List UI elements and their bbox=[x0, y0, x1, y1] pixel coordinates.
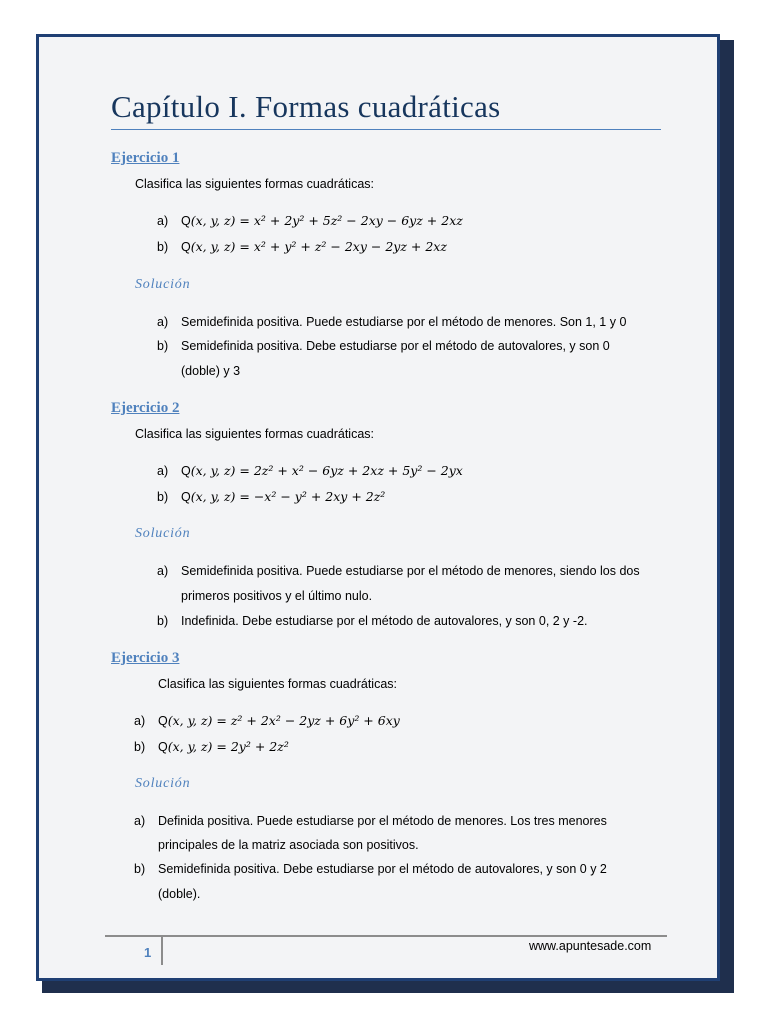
page-title: Capítulo I. Formas cuadráticas bbox=[111, 89, 501, 124]
exercise-2-solution-b-label: b) bbox=[157, 614, 169, 628]
exercise-1-solution-b-line-2: (doble) y 3 bbox=[181, 364, 241, 378]
exercise-3-item-a bbox=[158, 712, 400, 730]
q-letter: Q bbox=[181, 214, 191, 228]
quadratic-form-expression: (x, y, z) = 2z² + x² − 6yz + 2xz + 5y² − 2yx bbox=[190, 463, 463, 478]
exercise-1-item-a-label: a) bbox=[157, 214, 169, 228]
exercise-2-solution-b-line-1: Indefinida. Debe estudiarse por el método de autovalores, y son 0, 2 y -2. bbox=[181, 614, 588, 628]
q-letter: Q bbox=[181, 240, 191, 254]
exercise-3-solution-b-label: b) bbox=[134, 862, 146, 876]
exercise-1-item-a bbox=[181, 212, 463, 230]
q-letter: Q bbox=[158, 714, 168, 728]
exercise-3-item-b bbox=[158, 738, 289, 756]
exercise-1-solution-b-label: b) bbox=[157, 339, 169, 353]
q-letter: Q bbox=[181, 464, 191, 478]
document-page bbox=[36, 34, 720, 981]
quadratic-form-expression: (x, y, z) = 2y² + 2z² bbox=[167, 739, 289, 754]
exercise-1-item-b bbox=[181, 238, 447, 256]
exercise-3-solution-b-line-1: Semidefinida positiva. Debe estudiarse por el método de autovalores, y son 0 y 2 bbox=[158, 862, 607, 876]
exercise-2-item-b bbox=[181, 488, 385, 506]
exercise-1-solution-heading: Solución bbox=[135, 277, 191, 292]
exercise-2-heading: Ejercicio 2 bbox=[111, 400, 180, 416]
exercise-1-solution-b-line-1: Semidefinida positiva. Debe estudiarse por el método de autovalores, y son 0 bbox=[181, 339, 610, 353]
exercise-1-heading: Ejercicio 1 bbox=[111, 150, 180, 166]
exercise-2-solution-a-label: a) bbox=[157, 564, 169, 578]
exercise-1-prompt: Clasifica las siguientes formas cuadráticas: bbox=[135, 177, 374, 191]
exercise-3-prompt: Clasifica las siguientes formas cuadráticas: bbox=[158, 677, 397, 691]
exercise-2-prompt: Clasifica las siguientes formas cuadráticas: bbox=[135, 427, 374, 441]
quadratic-form-expression: (x, y, z) = −x² − y² + 2xy + 2z² bbox=[190, 489, 386, 504]
exercise-3-solution-a-line-1: Definida positiva. Puede estudiarse por el método de menores. Los tres menores bbox=[158, 814, 607, 828]
exercise-2-item-a-label: a) bbox=[157, 464, 169, 478]
exercise-2-solution-a-line-2: primeros positivos y el último nulo. bbox=[181, 589, 373, 603]
title-underline bbox=[111, 129, 661, 130]
exercise-1-solution-a-label: a) bbox=[157, 315, 169, 329]
q-letter: Q bbox=[158, 740, 168, 754]
exercise-2-item-b-label: b) bbox=[157, 490, 169, 504]
exercise-2-solution-a-line-1: Semidefinida positiva. Puede estudiarse por el método de menores, siendo los dos bbox=[181, 564, 640, 578]
exercise-3-solution-a-label: a) bbox=[134, 814, 146, 828]
footer-website: www.apuntesade.com bbox=[529, 939, 652, 953]
exercise-3-item-a-label: a) bbox=[134, 714, 146, 728]
exercise-1-item-b-label: b) bbox=[157, 240, 169, 254]
exercise-3-solution-a-line-2: principales de la matriz asociada son positivos. bbox=[158, 838, 419, 852]
exercise-3-solution-heading: Solución bbox=[135, 776, 191, 791]
page-number: 1 bbox=[144, 945, 152, 960]
exercise-3-heading: Ejercicio 3 bbox=[111, 650, 180, 666]
quadratic-form-expression: (x, y, z) = z² + 2x² − 2yz + 6y² + 6xy bbox=[167, 713, 400, 728]
footer-rule bbox=[105, 935, 667, 937]
quadratic-form-expression: (x, y, z) = x² + y² + z² − 2xy − 2yz + 2xz bbox=[190, 239, 447, 254]
quadratic-form-expression: (x, y, z) = x² + 2y² + 5z² − 2xy − 6yz + 2xz bbox=[190, 213, 463, 228]
exercise-3-solution-b-line-2: (doble). bbox=[158, 887, 201, 901]
q-letter: Q bbox=[181, 490, 191, 504]
exercise-3-item-b-label: b) bbox=[134, 740, 146, 754]
exercise-2-solution-heading: Solución bbox=[135, 526, 191, 541]
footer-divider bbox=[161, 937, 163, 965]
exercise-2-item-a bbox=[181, 462, 463, 480]
exercise-1-solution-a-line-1: Semidefinida positiva. Puede estudiarse por el método de menores. Son 1, 1 y 0 bbox=[181, 315, 627, 329]
